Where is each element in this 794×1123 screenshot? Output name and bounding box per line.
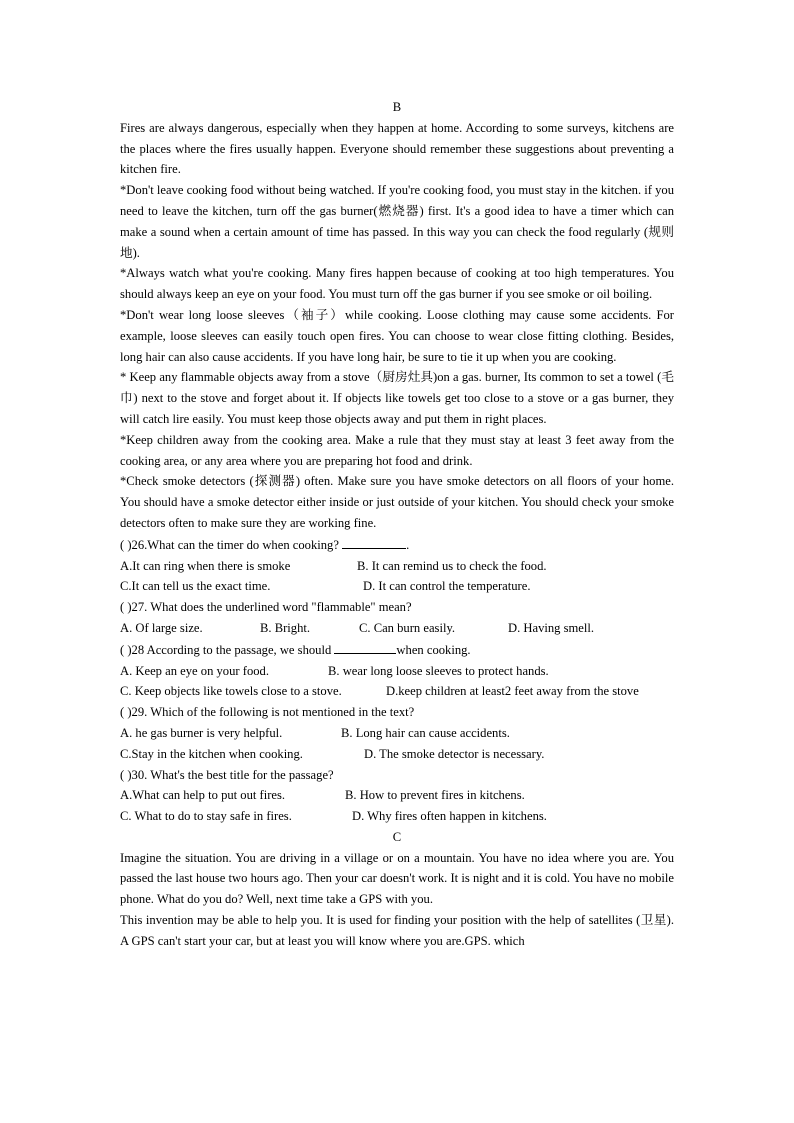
option-a: A. he gas burner is very helpful. [120,725,283,740]
section-b-intro: Fires are always dangerous, especially when they happen at home. According to some surveys, kitchens are the places where the fires usually happen. Everyone should remember these suggestions about preventing a kitchen fire. [120,120,674,177]
question-stem: 29. Which of the following is not mentioned in the text? [131,705,415,720]
option-c: C. Can burn easily. [359,620,456,635]
question-29 [120,702,674,723]
answer-bracket[interactable]: ( ) [120,642,132,657]
section-c-heading: C [392,829,402,844]
section-b-heading: B [392,100,402,114]
options-row [120,785,674,806]
option-c: C. What to do to stay safe in fires. [120,809,292,824]
option-d: D. Having smell. [508,620,595,635]
option-b: B. Long hair can cause accidents. [341,725,510,740]
option-a: A.It can ring when there is smoke [120,558,291,573]
option-c: C.Stay in the kitchen when cooking. [120,746,303,761]
options-row [120,723,674,744]
options-row [120,681,674,702]
options-row [120,806,674,827]
answer-bracket[interactable]: ( ) [120,767,132,782]
option-d: D. Why fires often happen in kitchens. [352,809,547,824]
option-c: C.It can tell us the exact time. [120,579,271,594]
question-26 [120,534,674,556]
answer-bracket[interactable]: ( ) [120,705,132,720]
answer-bracket[interactable]: ( ) [120,537,132,552]
answer-blank[interactable] [342,534,406,549]
option-a: A. Keep an eye on your food. [120,663,269,678]
answer-blank[interactable] [334,639,396,654]
option-b: B. Bright. [260,620,311,635]
question-28 [120,639,674,661]
section-c-paragraph: This invention may be able to help you. It is used for finding your position with the help of satellites (卫星). A GPS can't start your car, but at least you will know where you are.GPS. which [120,913,674,948]
question-stem-end: . [406,537,410,552]
options-row [120,661,674,682]
tip-paragraph: *Always watch what you're cooking. Many fires happen because of cooking at too high temperatures. You should always keep an eye on your food. You must turn off the gas burner if you see smoke or oil boiling. [120,266,674,302]
option-d: D. It can control the temperature. [363,579,531,594]
exam-page [120,97,674,952]
answer-bracket[interactable]: ( ) [120,600,132,615]
options-row [120,618,674,639]
question-30 [120,765,674,786]
tip-paragraph: *Don't leave cooking food without being watched. If you're cooking food, you must stay in the kitchen. if you need to leave the kitchen, turn off the gas burner(燃烧器) first. It's a good idea to have a timer which can make a sound when a certain amount of time has passed. In this way you can check the food regularly (规则地). [120,183,675,260]
question-stem: 26.What can the timer do when cooking? [131,537,339,552]
option-a: A.What can help to put out fires. [120,788,286,803]
question-stem: 30. What's the best title for the passage? [131,767,334,782]
tip-paragraph: *Don't wear long loose sleeves（袖子）while cooking. Loose clothing may cause some accidents. For example, loose sleeves can easily touch open fires. You can choose to wear close fitting clothing. Besides, long hair can also cause accidents. If you have long hair, be sure to tie it up when you are cooking. [120,307,674,364]
tip-paragraph: *Check smoke detectors (探测器) often. Make sure you have smoke detectors on all floors of your home. You should have a smoke detector either inside or just outside of your kitchen. You should check your smoke detectors often to make sure they are working fine. [120,474,674,530]
options-row [120,576,674,597]
option-d: D. The smoke detector is necessary. [364,746,545,761]
option-b: B. wear long loose sleeves to protect hands. [328,663,549,678]
option-d: D.keep children at least2 feet away from the stove [386,684,639,699]
options-row [120,556,674,577]
question-stem-end: when cooking. [396,642,471,657]
tip-paragraph: *Keep children away from the cooking area. Make a rule that they must stay at least 3 feet away from the cooking area, or any area where you are preparing hot food and drink. [120,432,674,468]
section-c-paragraph: Imagine the situation. You are driving in a village or on a mountain. You have no idea where you are. You passed the last house two hours ago. Then your car doesn't work. It is night and it is cold. You have no mobile phone. What do you do? Well, next time take a GPS with you. [120,850,674,907]
option-b: B. How to prevent fires in kitchens. [345,788,525,803]
question-27 [120,597,674,618]
option-a: A. Of large size. [120,620,203,635]
options-row [120,744,674,765]
tip-paragraph: * Keep any flammable objects away from a stove（厨房灶具)on a gas. burner, Its common to set a towel (毛巾) next to the stove and forget about it. If objects like towels get too close to a stove or a gas burner, they will catch lire easily. You must keep those objects away and put them in right places. [120,370,674,426]
option-c: C. Keep objects like towels close to a stove. [120,684,342,699]
question-stem: 28 According to the passage, we should [131,642,332,657]
option-b: B. It can remind us to check the food. [357,558,547,573]
question-stem: 27. What does the underlined word "flammable" mean? [131,600,412,615]
